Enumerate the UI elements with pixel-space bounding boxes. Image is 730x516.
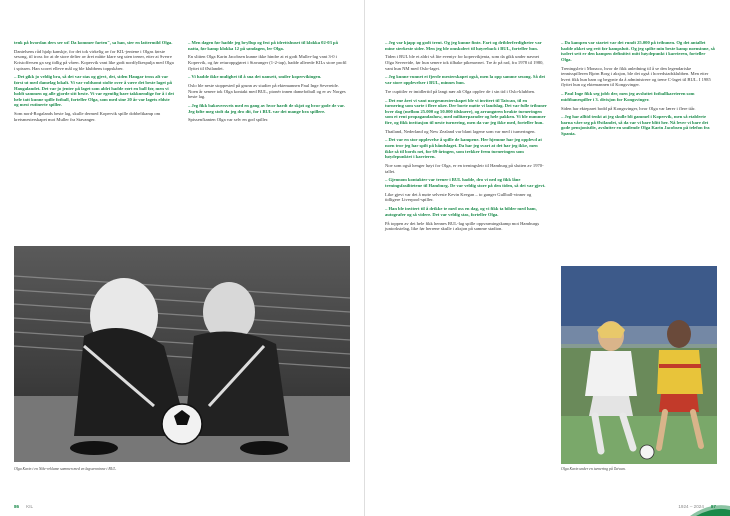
left-page-column-1 xyxy=(14,40,174,125)
body-paragraph: Siden har ekteparet bodd på Kongsvinger, hvor Olga var lærer i flere tiår. xyxy=(561,105,696,111)
right-page xyxy=(365,0,730,516)
body-paragraph: Treningsleir i Monaco, hvor de fikk anledning til å se den legendariske tennisspilleren Bjørn Borg i aksjon, ble det også i hovedstadsklubben. Men etter hvert fikk hun barn og begynte da å administrere og trene C-laget til BUL. I 1985 flyttet hun og ektemannen til Kongsvinger. xyxy=(561,65,711,88)
quote-paragraph: – Det var en stor opplevelse å spille de kampene. Her hjemme har jeg opplevd at noen tror jeg har spilt på håndslaget. Da har jeg svart at det har jeg ikke, men ikke så til bords nei, for 69-åringen, som trekker frem turneringen som høydepunktet i karrieren. xyxy=(385,137,542,160)
folio-left xyxy=(14,504,33,509)
running-header-club: KIL xyxy=(26,504,34,509)
body-paragraph: Spissen/kanten Olga var selv en god spiller. xyxy=(188,117,269,123)
bw-photo-illustration xyxy=(14,246,350,462)
body-paragraph: Oslo ble neste stoppested på grunn av studier på ektemannen Paul Inge Severeide. Noen år senere tok Olga kontakt med BUL, pionér innen damefotball og er av Norges beste lag. xyxy=(188,83,346,100)
quote-paragraph: – Gjennom kontakter var trener i BUL hadde, dro vi ned og fikk låne treningsfasilitetene til Hamburg. De var veldig store på den tiden, så det var gjevt. xyxy=(385,177,546,188)
decorative-wave-icon xyxy=(690,498,730,516)
running-header-years: 1924 – 2024 xyxy=(678,504,704,509)
body-paragraph: Tiden i BUL ble et aldri vå lite eventyr for kopervikjenta, som da gikk under navnet Olga Severeide, før hun senere tok tilbake pikenavnet. Tre år på rad, fra 1978 til 1980, vant hun NM med Oslo-laget. xyxy=(385,54,544,71)
page-number-left: 86 xyxy=(14,504,20,509)
quote-paragraph: – Han ble invitert til å drikke te med oss en dag, og vi fikk ta bilder med ham, autografer og så videre. Det var veldig stas, forteller Olga. xyxy=(385,206,537,217)
body-paragraph: Danielsens råd hjalp kanskje, for det tok virkelig av for KIL-jentene i Olgas første sesong, til tross for at de store delter av året måtte klare seg uten trener, etter at Sverre Kristoffersen ga seg tidlig på våren. Kopervik vant like godt nordfylkespulja med Olga i spissen. Han scoret elleve mål og ble klubbens toppskårer. xyxy=(14,48,174,71)
body-paragraph: Like gjevt var det å møte selveste Kevin Keegan – to ganger Gullball-vinner og tidligere Liverpool-spiller. xyxy=(385,191,532,203)
quote-paragraph: – Men dagen før hadde jeg bryllup og fest på idrettshuset til klokka 02-03 på natta, før kamp klokka 12 på søndagen, ler Olga. xyxy=(188,40,338,51)
body-paragraph: Tre cuptitler er imidlertid på langt nær alt Olga opplev de i sin tid i Oslo-klubben. xyxy=(385,88,536,94)
body-paragraph: Noe som også henger høyt for Olga, er en treningsleir til Hamburg på slutten av 1970-tallet. xyxy=(385,163,544,174)
body-paragraph: Thailand, Nederland og New Zealand var blant lagene som var med i turneringen. xyxy=(385,128,536,134)
quote-paragraph: tenk på hvordan ders ser ut! Da kommer farten", sa han, sier en lattermild Olga. xyxy=(14,40,173,45)
quote-paragraph: – Det gikk jo veldig bra, så det var stas og gjevt, det, siden Haugar tross alt var først ut med damelag lokalt. Vi var voldsomt stolte over å være det beste laget på Haugalandet. Det var jo jenter på laget som aldri hadde rørt en ball før, men vi holdt sammen og alle gjorde sitt beste. Vi var egentlig bare takknemlige for å i det hele tatt kunne spille fotball, forteller Olga, som med sine 20 år var lagets eldste og mest rutinerte spiller. xyxy=(14,74,175,108)
body-paragraph: Som nord-Rogalands beste lag, skulle dermed Kopervik spille dobbeltkamp om kretsmesterskapet mot Muller fra Stavanger. xyxy=(14,111,161,122)
photo-caption-right: Olga Karin under en turnering på Taiwan. xyxy=(561,467,626,471)
body-paragraph: En slitten Olga Karin Jacobsen kunne ikke hindre at et godt Muller-lag vant 3-0 i Kopervik, og før returoppgjøret i Stavanger (1-2-tap), hadde allerede KILs store profil flyttet til Østlandet. xyxy=(188,54,347,71)
nike-ad-photo xyxy=(14,246,350,462)
color-photo-illustration xyxy=(561,266,717,464)
quote-paragraph: – Da kampen var startet var det rundt 25.000 på tribunen. Og det antallet hadde økket seg rett før kampslutt. Og jeg spilte min beste kamp noensinne, så isolert sett er den kampen definitivt mitt høydepunkt i karrieren, forteller Olga. xyxy=(561,40,715,62)
quote-paragraph: – Jeg kunne vunnet et fjerde mesterskapet også, men la opp samme sesong. Så det var store opplevelser i BUL, minnes hun. xyxy=(385,74,546,85)
quote-paragraph: – Jeg har alltid tenkt at jeg skulle bli gammel i Kopervik, men så etablerte barna våre seg på Østlandet, så da var vi bare blitt her. Nå lever vi bare det gode pensjonistliv, avslutter en smilende Olga Karin Jacobsen på telefon fra Spania. xyxy=(561,114,710,137)
taiwan-match-photo xyxy=(561,266,717,464)
right-page-column-1 xyxy=(385,40,547,235)
quote-paragraph: – Jeg fikk bakoversveis med en gang av hvor hardt de skjøt og hvor gode de var. Jeg følte meg stolt da jeg dro dit, for i BUL var det mange bra spillere. xyxy=(188,103,345,114)
quote-paragraph: – Det ene året vi vant norgesmesterskapet ble vi invitert til Taiwan, til en turnering som varte i flere uker. Der borte møtte vi landslag. Det var fulle tribuner hver dag (mellom 25.000 og 50.000 tilskuere), og arrangøren brukte turneringen som et rent propagandashow, med militærparader og hele pakken. Vi ble nummer fire, og fikk invitasjon til neste turnering, men da var jeg ikke med, forteller hun. xyxy=(385,97,547,125)
left-page-column-2 xyxy=(188,40,348,126)
right-page-column-2 xyxy=(561,40,717,140)
quote-paragraph: – Vi hadde ikke mulighet til å sna det uansett, smiler kopervikingen. xyxy=(188,74,322,80)
body-paragraph: På toppen av det hele fikk hennes BUL-lag spille oppvarmingskamp mot Hamburgs juniorkstelag, like før herrene skulle i aksjon på samme stadion. xyxy=(385,220,540,232)
quote-paragraph: – Paul Inge fikk seg jobb der, men jeg avsluttet fotballkarrieren som midtbanespiller i 3. divisjon for Kongsvinger. xyxy=(561,91,695,102)
quote-paragraph: – Jeg var kjapp og godt trent. Og jeg kunne finte. Fart og driblerferdigheter var mine sterkeste sider. Men jeg ble omskolert til høyreback i BUL, forteller hun. xyxy=(385,40,542,51)
photo-caption-left: Olga Karin i en Nike-reklame sammen med en lagsvenninne i BUL. xyxy=(14,467,117,471)
